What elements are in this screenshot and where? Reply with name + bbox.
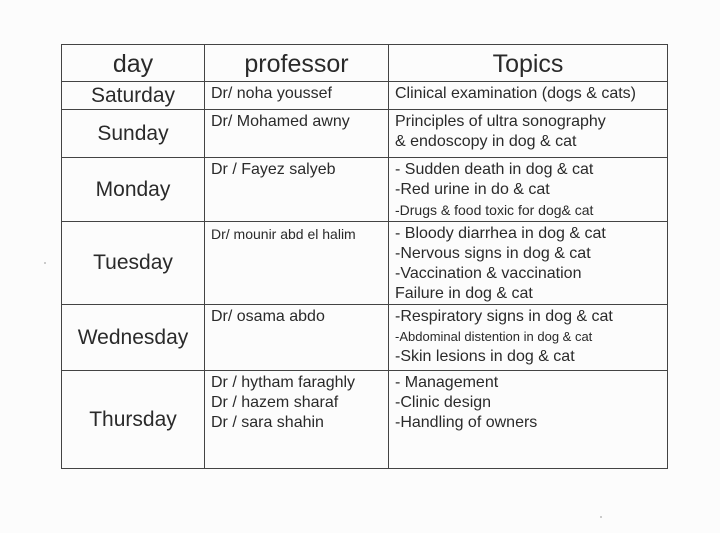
topic-item: & endoscopy in dog & cat [395,133,577,150]
table-row-saturday [62,82,668,110]
professor-name: Dr/ osama abdo [211,308,325,325]
topic-item: Clinical examination (dogs & cats) [395,85,636,102]
topic-item: - Management [395,374,499,391]
topics-cell [389,158,668,222]
topic-item: - Sudden death in dog & cat [395,161,594,178]
professor-cell [205,110,389,158]
professor-name: Dr / hytham faraghly [211,374,356,391]
professor-cell [205,222,389,305]
day-cell: Thursday [62,371,205,469]
day-cell: Tuesday [62,222,205,305]
professor-cell [205,305,389,371]
topics-cell [389,222,668,305]
header-day: day [62,45,205,82]
professor-name: Dr / hazem sharaf [211,394,339,411]
professor-name: Dr/ mounir abd el halim [211,226,356,242]
topic-item: Principles of ultra sonography [395,113,606,130]
professor-name: Dr/ Mohamed awny [211,113,350,130]
topic-item: -Clinic design [395,394,492,411]
professor-cell [205,158,389,222]
topic-item: -Skin lesions in dog & cat [395,348,575,365]
professor-name: Dr / sara shahin [211,414,324,431]
header-row [62,45,668,82]
topic-item: -Abdominal distention in dog & cat [395,329,593,344]
table-row-thursday [62,371,668,469]
topic-item: Failure in dog & cat [395,285,533,302]
topic-item: -Red urine in do & cat [395,181,550,198]
topic-item: -Nervous signs in dog & cat [395,245,591,262]
schedule-table [61,44,668,469]
day-cell: Wednesday [62,305,205,371]
header-topics: Topics [389,45,668,82]
day-cell: Monday [62,158,205,222]
table-row-tuesday [62,222,668,305]
day-cell: Saturday [62,82,205,110]
topic-item: -Respiratory signs in dog & cat [395,308,613,325]
scan-speck [44,262,46,264]
topics-cell [389,110,668,158]
topics-cell [389,371,668,469]
scan-speck [600,516,602,518]
table-row-monday [62,158,668,222]
professor-name: Dr / Fayez salyeb [211,161,336,178]
day-cell: Sunday [62,110,205,158]
topics-cell [389,305,668,371]
topics-cell [389,82,668,110]
header-professor: professor [205,45,389,82]
topic-item: -Handling of owners [395,414,538,431]
professor-cell [205,371,389,469]
topic-item: - Bloody diarrhea in dog & cat [395,225,606,242]
table-row-wednesday [62,305,668,371]
topic-item: -Vaccination & vaccination [395,265,582,282]
table-row-sunday [62,110,668,158]
professor-name: Dr/ noha youssef [211,85,332,102]
professor-cell [205,82,389,110]
topic-item: -Drugs & food toxic for dog& cat [395,202,594,218]
